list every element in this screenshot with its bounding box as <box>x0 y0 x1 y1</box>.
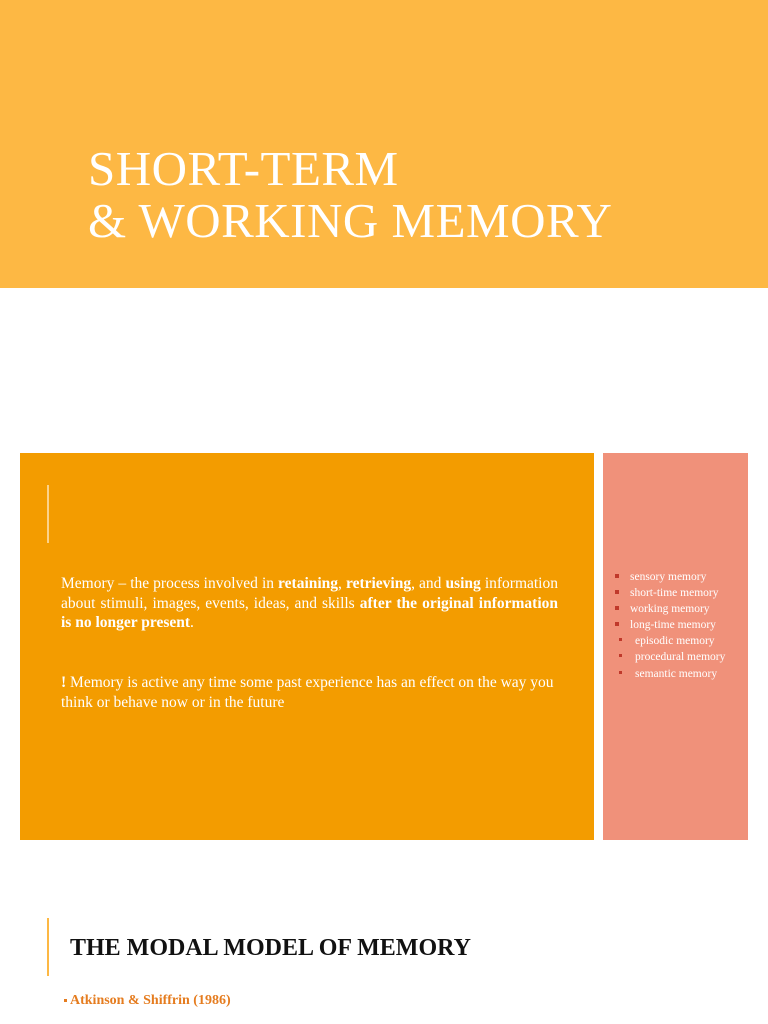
memory-note <box>61 673 558 712</box>
memory-type-label: short-time memory <box>630 587 719 600</box>
bullet-icon <box>615 590 619 594</box>
emphasis-text: retrieving <box>345 575 412 592</box>
bullet-icon <box>615 574 619 578</box>
memory-types-list <box>615 569 745 682</box>
memory-definition <box>61 574 558 633</box>
body-text: . <box>190 614 194 631</box>
bullet-icon <box>619 671 622 674</box>
bullet-icon <box>619 654 622 657</box>
memory-type-label: sensory memory <box>630 571 707 583</box>
memory-type-label: long-time memory <box>630 619 716 632</box>
body-text: Memory – the process involved in <box>61 575 279 592</box>
title-band <box>0 0 768 288</box>
memory-type-item <box>615 649 745 665</box>
memory-type-item <box>615 633 745 649</box>
emphasis-text: retaining <box>278 575 339 592</box>
bullet-icon <box>615 606 619 610</box>
slide-title-line-1: SHORT-TERM <box>88 141 399 196</box>
citation-text: Atkinson & Shiffrin (1986) <box>70 993 231 1008</box>
section-accent-line <box>47 918 49 976</box>
body-text: information about stimuli, images, events, ideas, and skills <box>61 575 558 612</box>
slide-title-line-2: & WORKING MEMORY <box>88 193 613 248</box>
memory-type-item <box>615 617 745 633</box>
emphasis-text: ! <box>61 674 67 691</box>
memory-type-label: semantic memory <box>635 667 718 680</box>
bullet-icon <box>64 999 67 1002</box>
emphasis-text: using <box>445 575 481 592</box>
emphasis-text: after the original information is no longer present <box>61 594 558 631</box>
citation <box>64 992 231 1010</box>
memory-subtypes-list <box>615 633 745 681</box>
body-text: , <box>338 575 346 592</box>
slide-title <box>88 143 612 247</box>
memory-type-item <box>615 569 745 585</box>
body-text: , and <box>411 575 446 592</box>
bullet-icon <box>615 622 619 626</box>
memory-types-panel <box>603 453 748 840</box>
memory-type-label: working memory <box>630 603 710 616</box>
memory-type-item <box>615 601 745 617</box>
section-title: THE MODAL MODEL OF MEMORY <box>70 935 471 961</box>
bullet-icon <box>619 638 622 641</box>
accent-line <box>47 485 49 543</box>
memory-type-label: procedural memory <box>635 651 726 664</box>
memory-type-item <box>615 666 745 682</box>
memory-type-item <box>615 585 745 601</box>
memory-type-label: episodic memory <box>635 635 715 648</box>
body-text: Memory is active any time some past experience has an effect on the way you think or behave now or in the future <box>61 674 554 711</box>
definition-panel <box>20 453 594 840</box>
